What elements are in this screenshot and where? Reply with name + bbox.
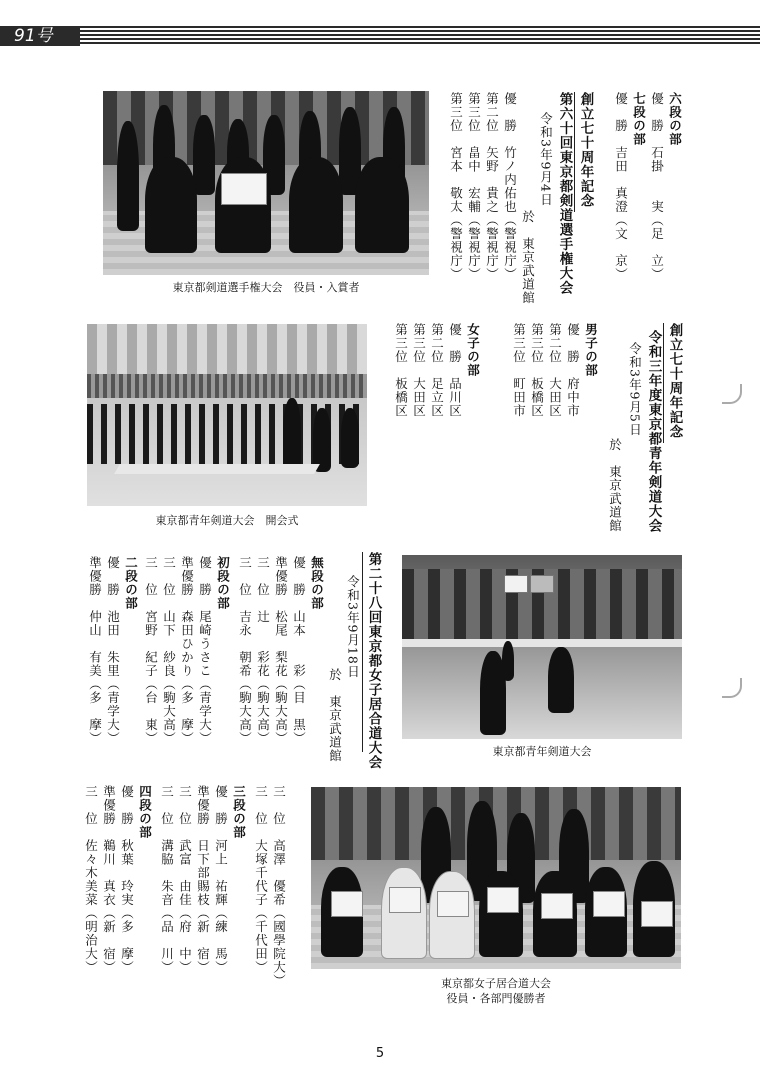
event2-men-2: 第二位 大田区 bbox=[547, 323, 563, 418]
binder-mark-bottom bbox=[722, 678, 742, 698]
event1-result-4: 第三位 宮本 敬太（警視庁） bbox=[448, 92, 464, 281]
sec6-result: 優 勝 石掛 実（足 立） bbox=[649, 92, 665, 281]
photo-womens-iaido-winners bbox=[311, 787, 681, 969]
sec7-result: 優 勝 吉田 真澄（文 京） bbox=[613, 92, 629, 281]
event2-women-head: 女子の部 bbox=[465, 323, 481, 377]
caption-photo-1: 東京都剣道選手権大会 役員・入賞者 bbox=[172, 281, 360, 294]
section-6dan: 六段の部 bbox=[667, 92, 683, 146]
issue-number: 91号 bbox=[14, 26, 53, 46]
event2-rule bbox=[663, 323, 664, 443]
event2-title-1: 創立七十周年記念 bbox=[666, 323, 683, 439]
event1-venue: 於 東京武道館 bbox=[520, 210, 536, 305]
g4-2: 準優勝 日下部賜枝（新 宿） bbox=[195, 785, 211, 974]
event2-title-2: 令和三年度東京都青年剣道大会 bbox=[645, 330, 662, 533]
g2-2: 準優勝 森田ひかり（多 摩） bbox=[179, 556, 195, 745]
g4-3: 三 位 武富 由佳（府 中） bbox=[177, 785, 193, 974]
event1-result-1: 優 勝 竹ノ内佑也（警視庁） bbox=[502, 92, 518, 281]
g3-third-2: 三 位 大塚千代子（千代田） bbox=[253, 785, 269, 974]
event3-rule bbox=[362, 552, 363, 752]
event2-men-1: 優 勝 府中市 bbox=[565, 323, 581, 418]
g3-1: 優 勝 池田 朱里（青学大） bbox=[105, 556, 121, 745]
g1-head: 無段の部 bbox=[309, 556, 325, 610]
g1-4: 三 位 吉永 朝希（駒大高） bbox=[237, 556, 253, 745]
event2-women-3: 第三位 大田区 bbox=[411, 323, 427, 418]
g3-2: 準優勝 仲山 有美（多 摩） bbox=[87, 556, 103, 745]
event2-men-head: 男子の部 bbox=[583, 323, 599, 377]
event2-men-3: 第三位 板橋区 bbox=[529, 323, 545, 418]
g2-3: 三 位 山下 紗良（駒大高） bbox=[161, 556, 177, 745]
event1-title-1: 創立七十周年記念 bbox=[577, 92, 594, 208]
event3-title: 第二十八回東京都女子居合道大会 bbox=[365, 552, 382, 770]
event3-date: 令和3年9月18日 bbox=[345, 575, 361, 679]
g2-head: 初段の部 bbox=[215, 556, 231, 610]
caption-photo-3: 東京都青年剣道大会 bbox=[492, 745, 592, 758]
g1-1: 優 勝 山本 彩（目 黒） bbox=[291, 556, 307, 745]
g5-2: 準優勝 鵜川 真衣（新 宿） bbox=[101, 785, 117, 974]
event1-result-3: 第三位 畠中 宏輔（警視庁） bbox=[466, 92, 482, 281]
g1-3: 三 位 辻 彩花（駒大高） bbox=[255, 556, 271, 745]
header-band bbox=[0, 26, 760, 46]
g5-3: 三 位 佐々木美菜（明治大） bbox=[83, 785, 99, 974]
section-7dan: 七段の部 bbox=[631, 92, 647, 146]
caption-photo-2: 東京都青年剣道大会 開会式 bbox=[155, 514, 299, 527]
g4-head: 三段の部 bbox=[231, 785, 247, 839]
g3-third-1: 三 位 高澤 優希（國學院大） bbox=[271, 785, 287, 988]
photo-youth-kendo-opening bbox=[87, 324, 367, 506]
caption-photo-4-line1: 東京都女子居合道大会 bbox=[441, 977, 551, 990]
g2-4: 三 位 宮野 紀子（台 東） bbox=[143, 556, 159, 745]
g5-head: 四段の部 bbox=[137, 785, 153, 839]
event2-date: 令和3年9月5日 bbox=[627, 342, 643, 437]
g1-2: 準優勝 松尾 梨花（駒大高） bbox=[273, 556, 289, 745]
event1-rule bbox=[574, 92, 575, 212]
g4-4: 三 位 溝脇 朱音（品 川） bbox=[159, 785, 175, 974]
g4-1: 優 勝 河上 祐輝（練 馬） bbox=[213, 785, 229, 974]
g5-1: 優 勝 秋葉 玲実（多 摩） bbox=[119, 785, 135, 974]
photo-youth-kendo-match bbox=[402, 555, 682, 739]
event1-title-2: 第六十回東京都剣道選手権大会 bbox=[556, 92, 573, 295]
g2-1: 優 勝 尾崎うさこ（青学大） bbox=[197, 556, 213, 745]
page-number: 5 bbox=[375, 1046, 385, 1061]
event1-result-2: 第二位 矢野 貴之（警視庁） bbox=[484, 92, 500, 281]
g3-head: 二段の部 bbox=[123, 556, 139, 610]
event2-women-2: 第二位 足立区 bbox=[429, 323, 445, 418]
caption-photo-4-line2: 役員・各部門優勝者 bbox=[446, 992, 546, 1005]
photo-kendo-championship-group bbox=[103, 91, 429, 275]
event1-date: 令和3年9月4日 bbox=[538, 112, 554, 207]
event2-venue: 於 東京武道館 bbox=[607, 438, 623, 533]
event2-women-4: 第三位 板橋区 bbox=[393, 323, 409, 418]
event2-women-1: 優 勝 品川区 bbox=[447, 323, 463, 418]
event3-venue: 於 東京武道館 bbox=[327, 668, 343, 763]
binder-mark-top bbox=[722, 384, 742, 404]
event2-men-4: 第三位 町田市 bbox=[511, 323, 527, 418]
